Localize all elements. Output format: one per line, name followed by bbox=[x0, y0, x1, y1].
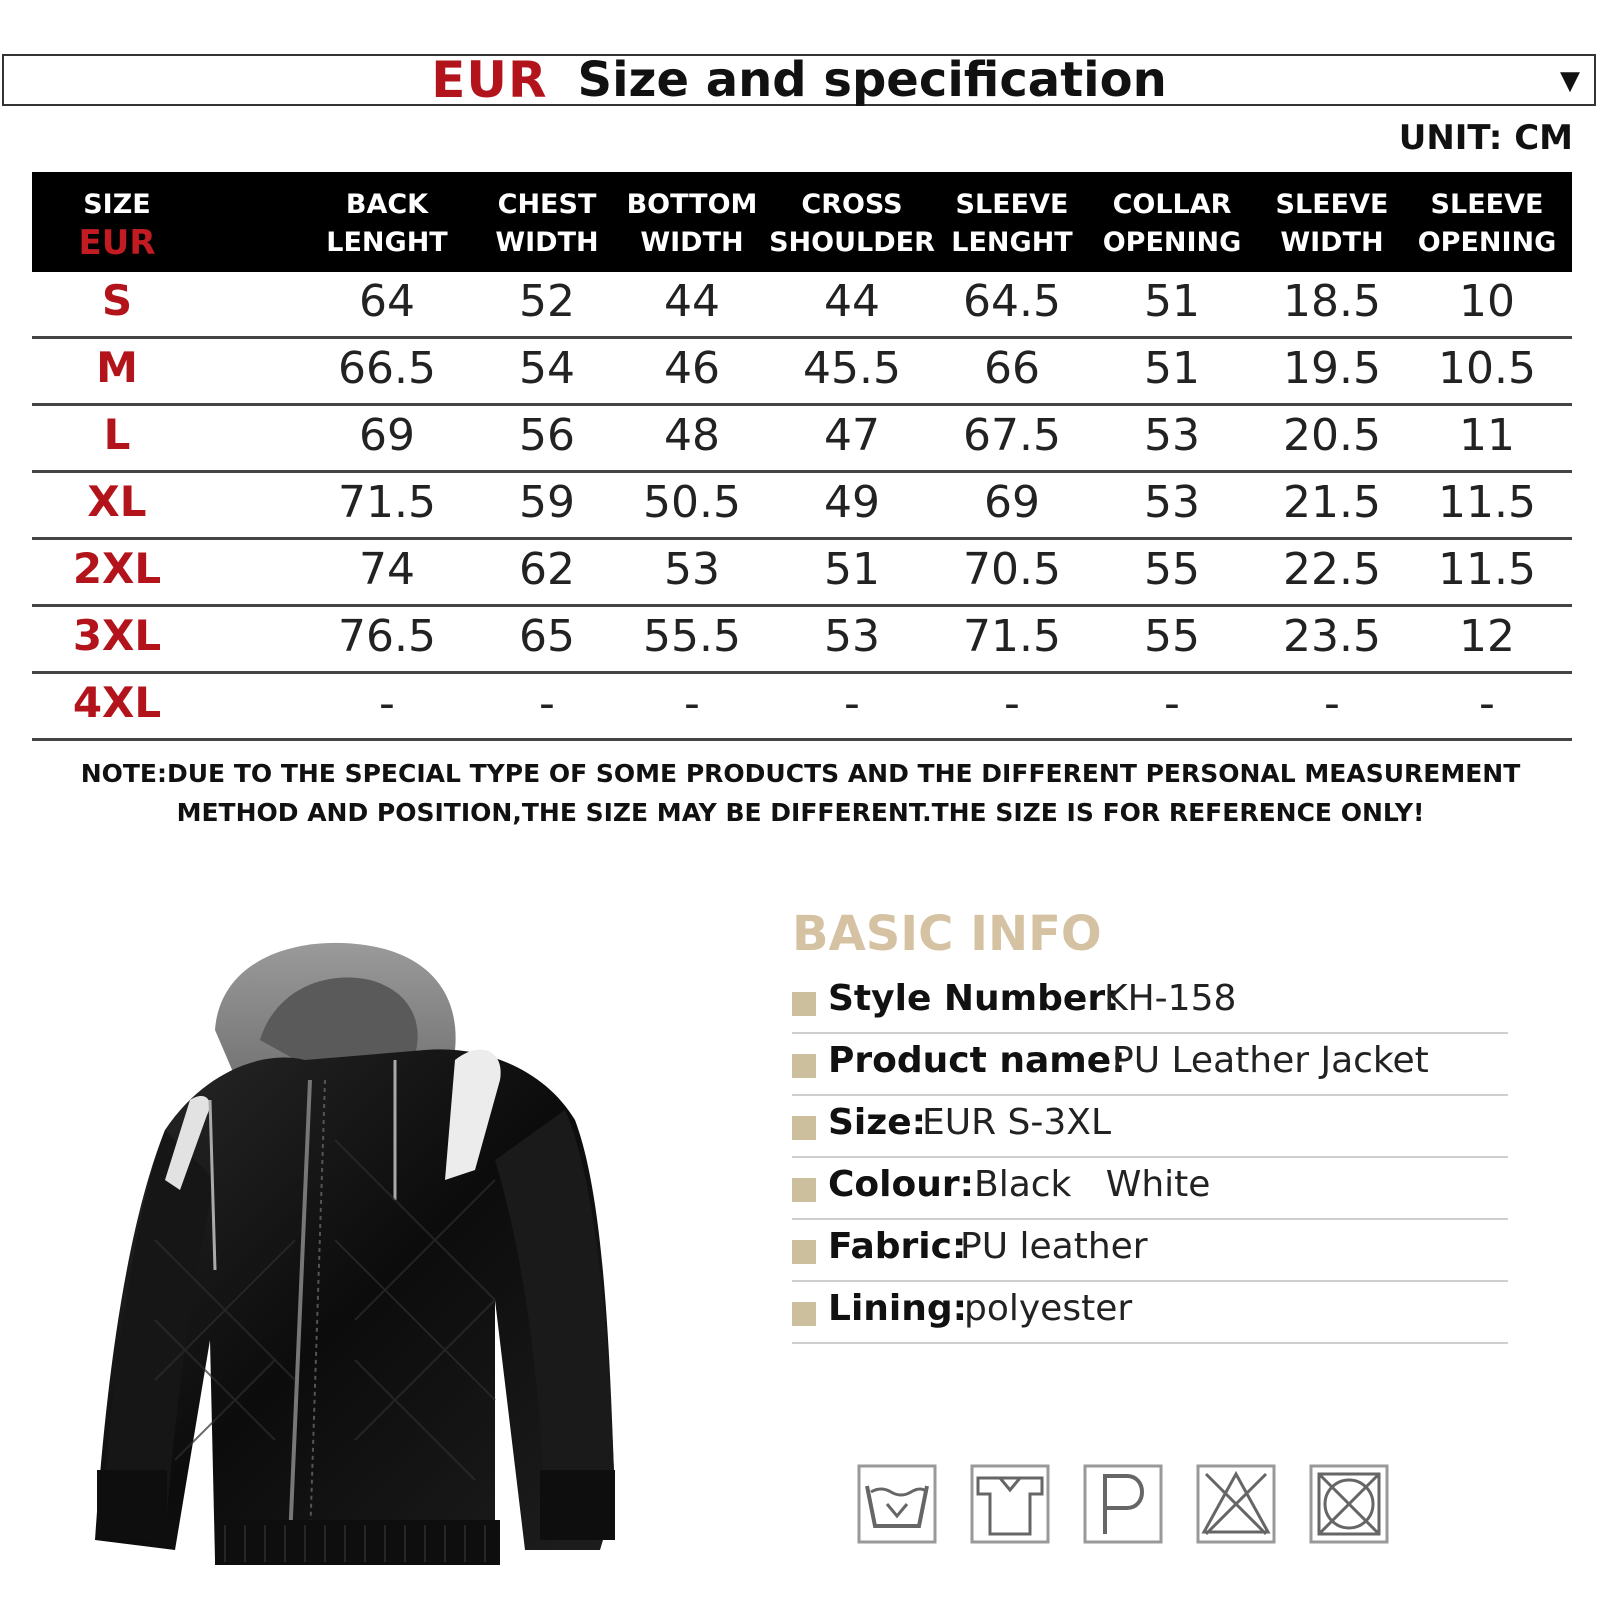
measurement-cell: 53 bbox=[664, 544, 720, 595]
measurement-cell: 49 bbox=[824, 477, 880, 528]
do-not-tumble-dry-icon bbox=[1309, 1464, 1389, 1544]
no-tumble-dry-icon bbox=[970, 1464, 1050, 1544]
measurement-cell: 66 bbox=[984, 343, 1040, 394]
measurement-cell: 46 bbox=[664, 343, 720, 394]
info-value: PU leather bbox=[960, 1226, 1148, 1267]
column-header-line-2: OPENING bbox=[1417, 227, 1557, 258]
table-row bbox=[32, 674, 1572, 741]
measurement-cell: 51 bbox=[824, 544, 880, 595]
measurement-cell: 64.5 bbox=[963, 276, 1061, 327]
size-note bbox=[0, 754, 1601, 832]
page-title: Size and specification bbox=[577, 52, 1167, 108]
size-cell: 3XL bbox=[72, 611, 162, 660]
bullet-square-icon bbox=[792, 1178, 816, 1202]
column-header bbox=[1262, 186, 1402, 262]
size-cell: S bbox=[101, 276, 133, 325]
measurement-cell: 53 bbox=[1144, 477, 1200, 528]
measurement-cell: 51 bbox=[1144, 343, 1200, 394]
measurement-cell: 55 bbox=[1144, 544, 1200, 595]
table-header bbox=[32, 172, 1572, 272]
measurement-cell: 44 bbox=[824, 276, 880, 327]
measurement-cell: - bbox=[684, 678, 700, 729]
measurement-cell: 56 bbox=[519, 410, 575, 461]
column-header bbox=[937, 186, 1087, 262]
bullet-square-icon bbox=[792, 1116, 816, 1140]
wash-30-icon bbox=[857, 1464, 937, 1544]
column-header bbox=[1407, 186, 1567, 262]
dry-clean-p-icon bbox=[1083, 1464, 1163, 1544]
measurement-cell: 11.5 bbox=[1438, 544, 1536, 595]
column-header bbox=[767, 186, 937, 262]
column-header-line-2: LENGHT bbox=[326, 227, 448, 258]
info-label: Fabric: bbox=[828, 1226, 967, 1267]
table-row bbox=[32, 473, 1572, 540]
bullet-square-icon bbox=[792, 1240, 816, 1264]
measurement-cell: 51 bbox=[1144, 276, 1200, 327]
column-header bbox=[477, 186, 617, 262]
column-header-line-2: EUR bbox=[78, 223, 156, 263]
measurement-cell: 74 bbox=[359, 544, 415, 595]
column-header-line-2: OPENING bbox=[1102, 227, 1242, 258]
column-header-line-1: COLLAR bbox=[1112, 189, 1232, 220]
measurement-cell: 54 bbox=[519, 343, 575, 394]
measurement-cell: 71.5 bbox=[338, 477, 436, 528]
column-header bbox=[1087, 186, 1257, 262]
measurement-cell: - bbox=[844, 678, 860, 729]
measurement-cell: 45.5 bbox=[803, 343, 901, 394]
info-value: EUR S-3XL bbox=[922, 1102, 1112, 1143]
info-value: polyester bbox=[964, 1288, 1133, 1329]
measurement-cell: 52 bbox=[519, 276, 575, 327]
measurement-cell: 11.5 bbox=[1438, 477, 1536, 528]
info-label: Lining: bbox=[828, 1288, 968, 1329]
column-header bbox=[32, 186, 202, 262]
info-item bbox=[792, 1156, 1508, 1220]
column-header-line-1: CROSS bbox=[801, 189, 903, 220]
table-row bbox=[32, 272, 1572, 339]
table-row bbox=[32, 540, 1572, 607]
info-item bbox=[792, 1032, 1508, 1096]
info-item bbox=[792, 970, 1508, 1034]
info-value: PU Leather Jacket bbox=[1112, 1040, 1429, 1081]
column-header-line-1: SLEEVE bbox=[1430, 189, 1544, 220]
column-header-line-2: SHOULDER bbox=[769, 227, 935, 258]
measurement-cell: 48 bbox=[664, 410, 720, 461]
measurement-cell: 64 bbox=[359, 276, 415, 327]
leather-jacket-image bbox=[95, 940, 635, 1580]
table-body bbox=[32, 272, 1572, 741]
measurement-cell: 20.5 bbox=[1283, 410, 1381, 461]
measurement-cell: 22.5 bbox=[1283, 544, 1381, 595]
info-value: Black White bbox=[974, 1164, 1211, 1205]
info-item bbox=[792, 1280, 1508, 1344]
size-table bbox=[32, 172, 1572, 741]
measurement-cell: 76.5 bbox=[338, 611, 436, 662]
column-header-line-1: SLEEVE bbox=[955, 189, 1069, 220]
measurement-cell: 21.5 bbox=[1283, 477, 1381, 528]
measurement-cell: 10.5 bbox=[1438, 343, 1536, 394]
table-row bbox=[32, 339, 1572, 406]
measurement-cell: 18.5 bbox=[1283, 276, 1381, 327]
info-label: Product name: bbox=[828, 1040, 1126, 1081]
size-cell: XL bbox=[87, 477, 147, 526]
measurement-cell: - bbox=[1324, 678, 1340, 729]
measurement-cell: 55 bbox=[1144, 611, 1200, 662]
column-header-line-2: WIDTH bbox=[1280, 227, 1384, 258]
do-not-bleach-icon bbox=[1196, 1464, 1276, 1544]
measurement-cell: - bbox=[379, 678, 395, 729]
measurement-cell: 62 bbox=[519, 544, 575, 595]
column-header bbox=[617, 186, 767, 262]
measurement-cell: 65 bbox=[519, 611, 575, 662]
measurement-cell: 69 bbox=[359, 410, 415, 461]
measurement-cell: 19.5 bbox=[1283, 343, 1381, 394]
basic-info-title: BASIC INFO bbox=[792, 906, 1102, 962]
bullet-square-icon bbox=[792, 1302, 816, 1326]
spec-title-bar bbox=[2, 51, 1596, 109]
column-header-line-2: WIDTH bbox=[495, 227, 599, 258]
table-row bbox=[32, 406, 1572, 473]
measurement-cell: - bbox=[539, 678, 555, 729]
column-header-line-1: SIZE bbox=[83, 189, 151, 220]
size-cell: 4XL bbox=[72, 678, 162, 727]
size-cell: M bbox=[96, 343, 138, 392]
measurement-cell: - bbox=[1004, 678, 1020, 729]
column-header-line-2: LENGHT bbox=[951, 227, 1073, 258]
info-value: KH-158 bbox=[1104, 978, 1237, 1019]
dropdown-arrow-icon[interactable]: ▼ bbox=[1560, 66, 1580, 96]
measurement-cell: 67.5 bbox=[963, 410, 1061, 461]
size-cell: 2XL bbox=[72, 544, 162, 593]
table-row bbox=[32, 607, 1572, 674]
measurement-cell: 50.5 bbox=[643, 477, 741, 528]
measurement-cell: 55.5 bbox=[643, 611, 741, 662]
info-label: Colour: bbox=[828, 1164, 975, 1205]
measurement-cell: 70.5 bbox=[963, 544, 1061, 595]
column-header-line-1: SLEEVE bbox=[1275, 189, 1389, 220]
title-region: EUR bbox=[431, 51, 548, 109]
column-header-line-2: WIDTH bbox=[640, 227, 744, 258]
measurement-cell: 53 bbox=[824, 611, 880, 662]
measurement-cell: 47 bbox=[824, 410, 880, 461]
measurement-cell: - bbox=[1164, 678, 1180, 729]
measurement-cell: 11 bbox=[1459, 410, 1515, 461]
measurement-cell: 23.5 bbox=[1283, 611, 1381, 662]
measurement-cell: 10 bbox=[1459, 276, 1515, 327]
info-label: Style Number: bbox=[828, 978, 1120, 1019]
note-line-1: NOTE:DUE TO THE SPECIAL TYPE OF SOME PRODUCTS AND THE DIFFERENT PERSONAL MEASUREMENT bbox=[80, 759, 1521, 788]
measurement-cell: 66.5 bbox=[338, 343, 436, 394]
unit-label: UNIT: CM bbox=[1398, 118, 1573, 158]
measurement-cell: 12 bbox=[1459, 611, 1515, 662]
measurement-cell: 71.5 bbox=[963, 611, 1061, 662]
bullet-square-icon bbox=[792, 1054, 816, 1078]
measurement-cell: 69 bbox=[984, 477, 1040, 528]
note-line-2: METHOD AND POSITION,THE SIZE MAY BE DIFFERENT.THE SIZE IS FOR REFERENCE ONLY! bbox=[176, 798, 1425, 827]
column-header bbox=[297, 186, 477, 262]
column-header-line-1: BACK bbox=[345, 189, 429, 220]
bullet-square-icon bbox=[792, 992, 816, 1016]
measurement-cell: - bbox=[1479, 678, 1495, 729]
measurement-cell: 59 bbox=[519, 477, 575, 528]
measurement-cell: 53 bbox=[1144, 410, 1200, 461]
info-item bbox=[792, 1094, 1508, 1158]
column-header-line-1: CHEST bbox=[497, 189, 597, 220]
measurement-cell: 44 bbox=[664, 276, 720, 327]
info-item bbox=[792, 1218, 1508, 1282]
column-header-line-1: BOTTOM bbox=[626, 189, 758, 220]
size-cell: L bbox=[103, 410, 131, 459]
info-label: Size: bbox=[828, 1102, 927, 1143]
